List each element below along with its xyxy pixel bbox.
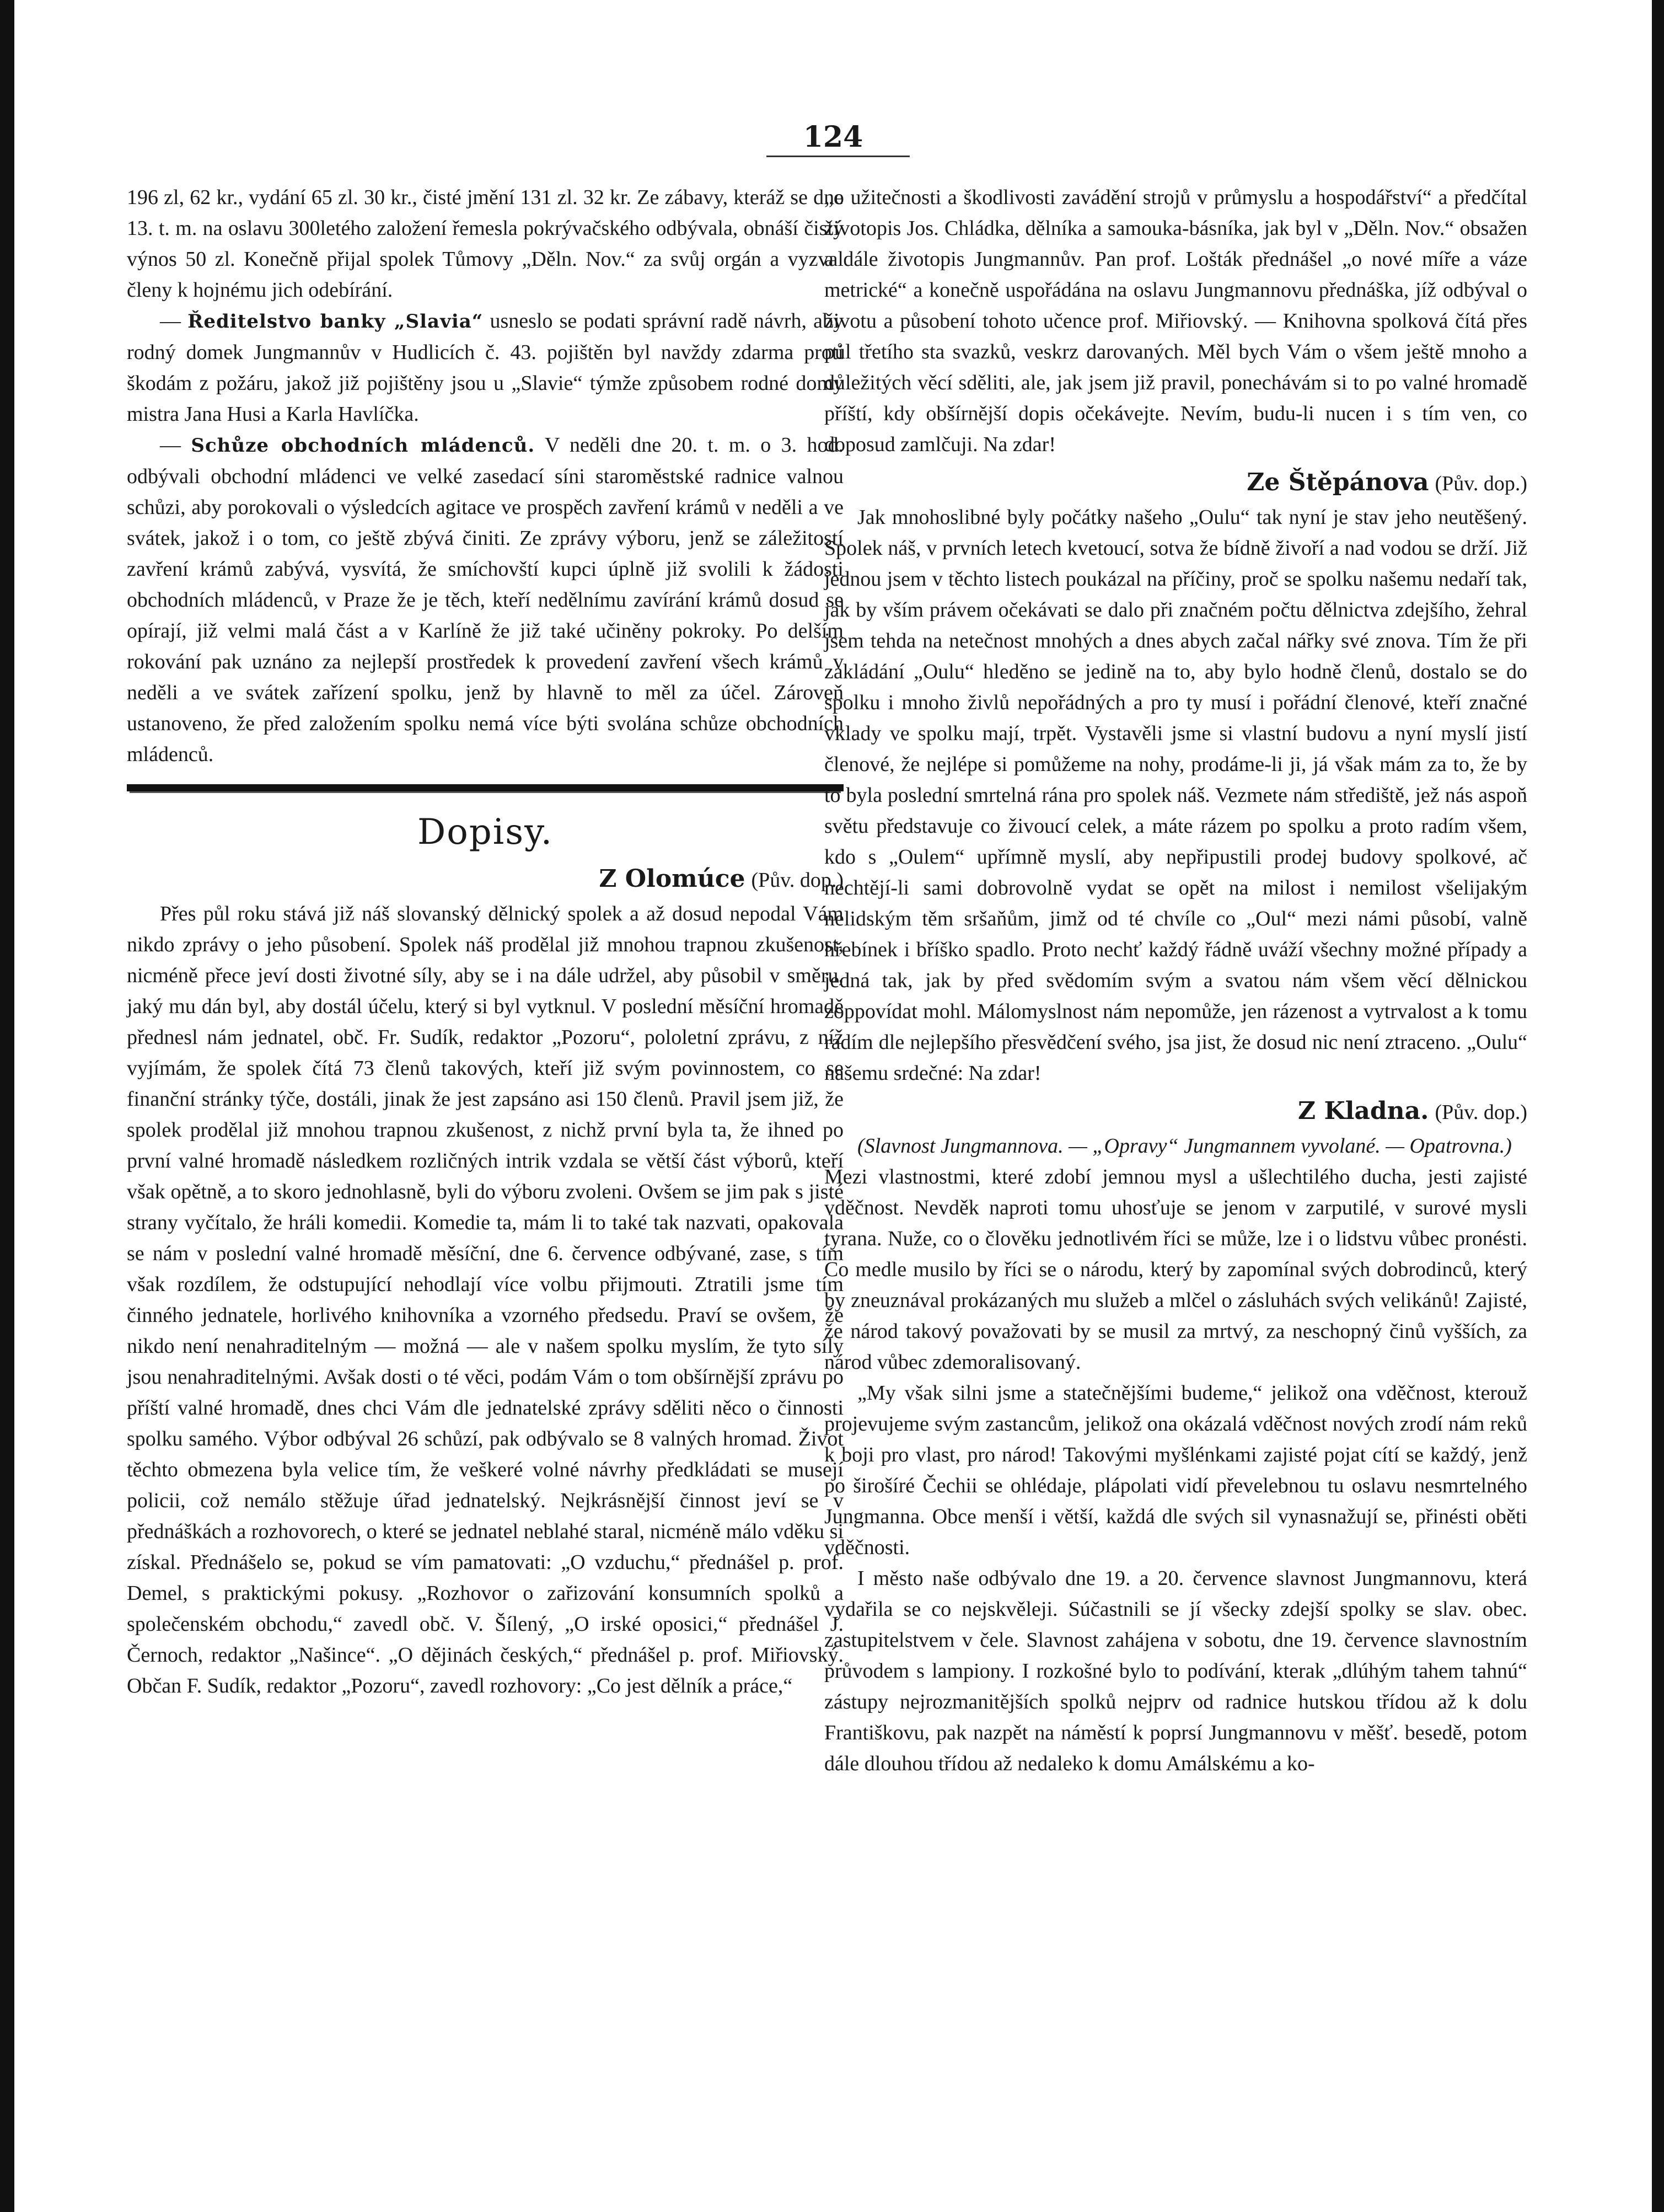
stepanov-letter: Jak mnohoslibné byly počátky našeho „Oulu“ tak nyní je stav jeho neutěšený. Spolek náš, v prvních letech kvetoucí, sotva že bídně živoří a nad vodou se drží. Již jednou jsem v těchto listech poukázal na příčiny, proč se spolku našemu nedaří tak, jak by vším právem očekávati se dalo při značném počtu dělnictva zdejšího, žehral jsem tehda na netečnost mnohých a dnes abych začal nářky své znova. Tím že při zakládání „Oulu“ hleděno se jedině na to, aby bylo hodně členů, dostalo se do spolku i mnoho živlů nepořádných a pro ty musí i pořádní členové, kteří značné vklady ve spolku mají, trpět. Vystavěli jsme si vlastní budovu a nyní myslí jistí členové, že nejlépe si pomůžeme na nohy, prodáme-li ji, já však mám za to, že by to byla poslední smrtelná rána pro spolek náš. Vezmete nám střediště, jež nás aspoň světu představuje co živoucí celek, a máte rázem po spolku a proto radím všem, kdo s „Oulem“ upřímně myslí, aby nepřipustili prodej budovy spolkové, ač nechtějí-li sami dobrovolně vydat se opět na milost i nemilost všelijakým nelidským těm sršaňům, jimž od té chvíle co „Oul“ mezi námi působí, valně hřebínek i bříško spadlo. Proto nechť každý řádně uváží všechny možné případy a jedná tak, jak by před svědomím svým a svatou nám všem věcí dělnickou zoppovídat mohl. Málomyslnost nám nepomůže, jen rázenost a vytrvalost a k tomu radím dle nejlepšího přesvědčení svého, jsa jist, že dosud nic není ztraceno. „Oulu“ našemu srdečné: Na zdar!: [824, 506, 1527, 1085]
kladno-dateline: [824, 1094, 1527, 1129]
slavia-text: usneslo se podati správní radě návrh, aby rodný domek Jungmannův v Hudlicích č. 43. pojištěn byl navždy zdarma proti škodám z požáru, jakož již pojištěny jsou u „Slavie“ týmže způsobem rodné domy mistra Jana Husi a Karla Havlíčka.: [127, 309, 844, 426]
kladno-paragraph-3: I město naše odbývalo dne 19. a 20. července slavnost Jungmannovu, která vydařila se co nejskvěleji. Súčastnili se jí všecky zdejší spolky se slav. obec. zastupitelstvem v čele. Slavnost zahájena v sobotu, dne 19. července slavnostním průvodem s lampiony. I rozkošné bylo to podívání, kterak „dlúhým tahem tahnú“ zástupy nejrozmanitějších spolků nejprv od radnice hutskou třídou až k dolu Františkovu, pak nazpět na náměstí k poprsí Jungmannovu v měšť. besedě, potom dále dlouhou třídou až nedaleko k domu Amálskému a ko-: [824, 1567, 1527, 1775]
section-title-dopisy: Dopisy.: [417, 812, 554, 853]
olomouc-letter: Přes půl roku stává již náš slovanský dělnický spolek a až dosud nepodal Vám nikdo zprávy o jeho působení. Spolek náš prodělal již mnohou trapnou zkušenost, nicméně přece jeví dosti životné síly, aby se i na dále udržel, aby působil v směru, jaký mu dán byl, aby dostál účelu, který si byl vytknul. V poslední měsíční hromadě přednesl nám jednatel, obč. Fr. Sudík, redaktor „Pozoru“, pololetní zprávu, z níž vyjímám, že spolek čítá 73 členů takových, kteří již svým povinnostem, co se finanční stránky týče, dostáli, jinak že jest zapsáno asi 150 členů. Pravil jsem již, že spolek prodělal již mnohou trapnou zkušenost, z nichž první byla ta, že ihned po první valné hromadě následkem rozličných intrik vzdala se větší část výborů, kteří však opětně, a to skoro jednohlasně, byli do výboru zvoleni. Ovšem se jim pak s jisté strany vyčítalo, že hráli komedii. Komedie ta, mám li to také tak nazvati, opakovala se nám v poslední valné hromadě měsíční, dne 6. července odbývané, zase, s tím však rozdílem, že odstupující nehodlají více volbu přijmouti. Ztratili jsme tím činného jednatele, horlivého knihovníka a vzorného předsedu. Praví se ovšem, že nikdo není nenahraditelným — možná — ale v našem spolku myslím, že tyto síly jsou nenahraditelnými. Avšak dosti o té věci, podám Vám o tom obšírnější zprávu po příští valné hromadě, dnes chci Vám dle jednatelské zprávy sděliti něco o činnosti spolku samého. Výbor odbýval 26 schůzí, pak odbývalo se 8 valných hromad. Život těchto obmezena byla velice tím, že veškeré volné návrhy předkládati se musejí policii, což nemálo stěžuje úřad jednatelský. Nejkrásnější činnost jeví se v přednáškách a rozhovorech, o které se jednatel neblahé staral, nicméně málo vděku si získal. Přednášelo se, pokud se vím pamatovati: „O vzduchu,“ přednášel p. prof. Demel, s praktickými pokusy. „Rozhovor o zařizování konsumních spolků a společenském obchodu,“ zavedl obč. V. Šílený, „O irské oposici,“ přednášel J. Černoch, redaktor „Našince“. „O dějinách českých,“ přednášel p. prof. Miřiovský. Občan F. Sudík, redaktor „Pozoru“, zavedl rozhovory: „Co jest dělník a práce,“: [127, 902, 844, 1697]
kladno-place: Z Kladna.: [1298, 1097, 1429, 1125]
section-divider: [127, 784, 844, 791]
olomouc-note: (Pův. dop.): [751, 869, 844, 892]
kladno-paragraph-1: Mezi vlastnostmi, které zdobí jemnou mysl a ušlechtilého ducha, jesti zajisté vděčnost. Nevděk naproti tomu uhosťuje se jenom v zarputilé, v surové mysli tyrana. Nuže, co o člověku jednotlivém říci se může, lze i o lidstvu vůbec pronésti. Co medle musilo by říci se o národu, který by zapomínal svých dobrodinců, který by zneuznával prokázaných mu služeb a mlčel o zásluhách svých velikánů! Zajisté, že národ takový považovati by se musil za mrtvý, za neschopný činů vyšších, za národ vůbec zdemoralisovaný.: [824, 1165, 1527, 1374]
merchants-meeting-paragraph: — Schůze obchodních mládenců. V neděli dne 20. t. m. o 3. hod. odbývali obchodní mládenci ve velké zasedací síni staroměstské radnice valnou schůzi, aby porokovali o výsledcích agitace ve prospěch zavření krámů v neděli a ve svátek, jakož i o tom, co ještě zbývá činiti. Ze zprávy výboru, jenž se záležitostí zavření krámů zabývá, vysvítá, že smíchovští kupci úplně již svolili k žádosti obchodních mládenců, v Praze že je těch, kteří nedělnímu zavírání krámů dosud se opírají, již velmi malá část a v Karlíně že již také učiněny pokroky. Po delším rokování pak uznáno za nejlepší prostředek k provedení zavření všech krámů v neděli a ve svátek zařízení spolku, jenž by hlavně to měl za účel. Zároveň ustanoveno, že před založením spolku nemá více býti svolána schůze obchodních mládenců.: [127, 433, 844, 766]
page-number-rule: [766, 156, 910, 157]
page-number: 124: [803, 120, 863, 154]
olomouc-dateline: [127, 862, 844, 897]
olomouc-place: Z Olomúce: [599, 865, 745, 893]
stepanov-place: Ze Štěpánova: [1247, 468, 1429, 496]
left-paragraph-1: 196 zl, 62 kr., vydání 65 zl. 30 kr., čisté jmění 131 zl. 32 kr. Ze zábavy, kteráž se dne 13. t. m. na oslavu 300letého založení řemesla pokrývačského odbývala, obnáší čistý výnos 50 zl. Konečně přijal spolek Tůmovy „Děln. Nov.“ za svůj orgán a vyzval členy k hojnému jich odebírání.: [127, 186, 844, 302]
kladno-paragraph-2: „My však silni jsme a statečnějšími budeme,“ jelikož ona vděčnost, kterouž projevujeme svým zastancům, jelikož ona okázalá vděčnost nových zrodí nám reků k boji pro vlast, pro národ! Takovými myšlénkami zajisté pojat cítí se každý, jenž po širošíré Čechii se ohlédaje, plápolati vidí převelebnou tu oslavu nesmrtelného Jungmanna. Obce menší i větší, každá dle svých sil vynasnažují se, přinésti oběti vděčnosti.: [824, 1381, 1527, 1559]
stepanov-dateline: [824, 465, 1527, 501]
kladno-note: (Pův. dop.): [1435, 1101, 1527, 1124]
kladno-subtitle: (Slavnost Jungmannova. — „Opravy“ Jungmannem vyvolané. — Opatrovna.): [857, 1134, 1512, 1158]
merchants-heading: Schůze obchodních mládenců.: [191, 435, 535, 457]
slavia-bank-paragraph: — Ředitelstvo banky „Slavia“ usneslo se podati správní radě návrh, aby rodný domek Jungmannův v Hudlicích č. 43. pojištěn byl navždy zdarma proti škodám z požáru, jakož již pojištěny jsou u „Slavie“ týmže způsobem rodné domy mistra Jana Husi a Karla Havlíčka.: [127, 309, 844, 426]
stepanov-note: (Pův. dop.): [1435, 472, 1527, 495]
left-column: [127, 182, 844, 1701]
slavia-heading: Ředitelstvo banky „Slavia“: [187, 310, 484, 333]
olomouc-letter-continued: „o užitečnosti a škodlivosti zavádění strojů v průmyslu a hospodářství“ a předčítal životopis Jos. Chládka, dělníka a samouka-básníka, jak byl v „Děln. Nov.“ obsažen a dále životopis Jungmannův. Pan prof. Lošták přednášel „o nové míře a váze metrické“ a konečně uspořádána na oslavu Jungmannovu přednáška, jíž odbýval o životu a působení tohoto učence prof. Miřiovský. — Knihovna spolková čítá přes půl třetího sta svazků, veskrz darovaných. Měl bych Vám o všem ještě mnoho a důležitých věcí sděliti, ale, jak jsem již pravil, ponechávám si to po valné hromadě příští, kdy obšírnější dopis očekávejte. Nevím, budu-li nucen i s tím ven, co doposud zamlčuji. Na zdar!: [824, 186, 1527, 456]
merchants-text: V neděli dne 20. t. m. o 3. hod. odbývali obchodní mládenci ve velké zasedací síni staroměstské radnice valnou schůzi, aby porokovali o výsledcích agitace ve prospěch zavření krámů v neděli a ve svátek, jakož i o tom, co ještě zbývá činiti. Ze zprávy výboru, jenž se záležitostí zavření krámů zabývá, vysvítá, že smíchovští kupci úplně již svolili k žádosti obchodních mládenců, v Praze že je těch, kteří nedělnímu zavírání krámů dosud se opírají, již velmi malá část a v Karlíně že již také učiněny pokroky. Po delším rokování pak uznáno za nejlepší prostředek k provedení zavření všech krámů v neděli a ve svátek zařízení spolku, jenž by hlavně to měl za účel. Zároveň ustanoveno, že před založením spolku nemá více býti svolána schůze obchodních mládenců.: [127, 433, 844, 766]
right-column: [824, 182, 1527, 1779]
